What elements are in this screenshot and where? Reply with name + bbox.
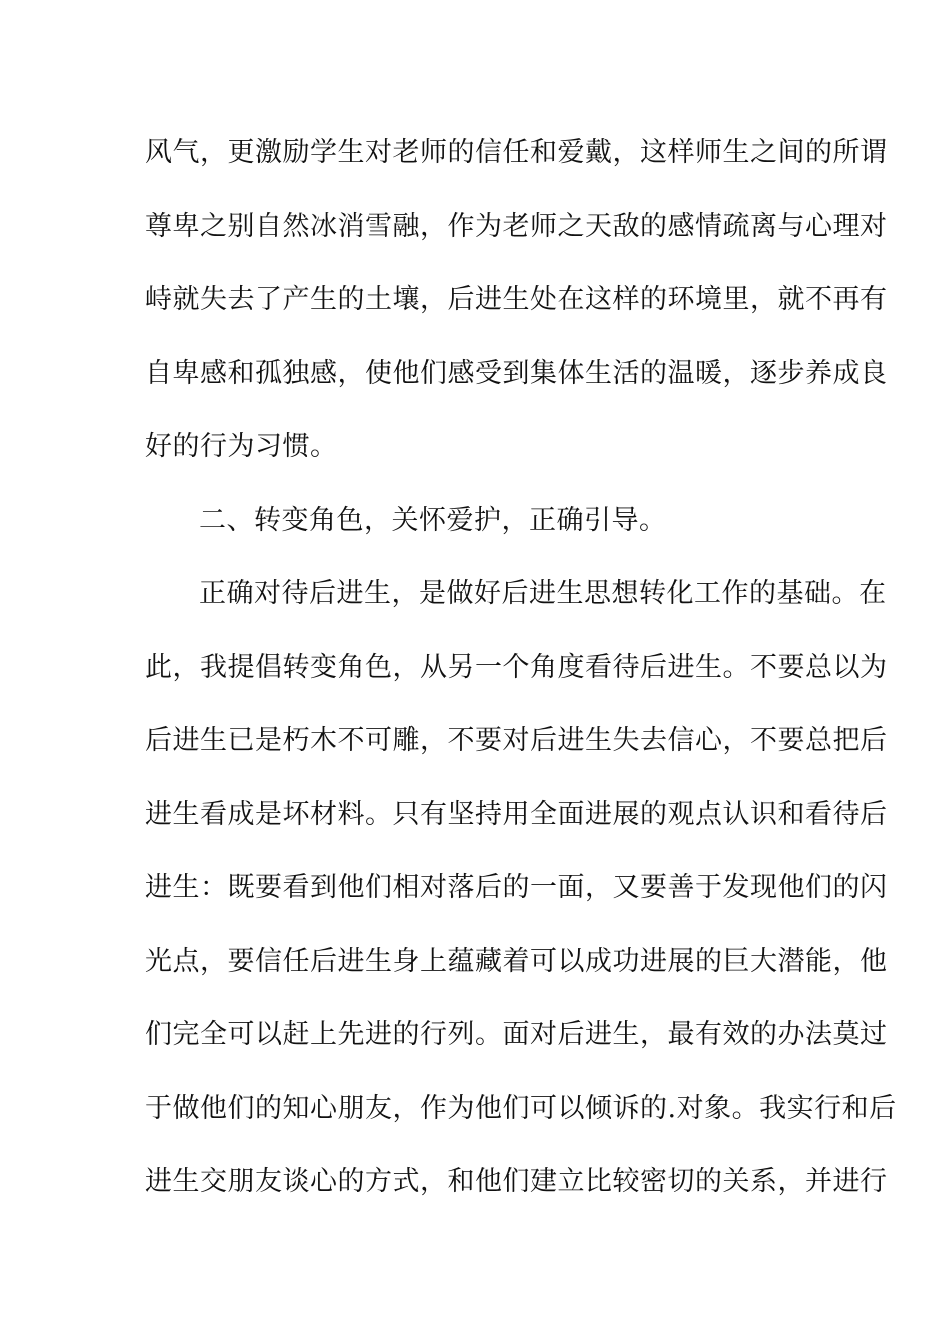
section-heading: 二、转变角色，关怀爱护，正确引导。 (199, 504, 667, 536)
text-line: 进生交朋友谈心的方式，和他们建立比较密切的关系，并进行 (145, 1166, 888, 1197)
text-line: 于做他们的知心朋友，作为他们可以倾诉的.对象。我实行和后 (145, 1092, 897, 1124)
text-line: 进生看成是坏材料。只有坚持用全面进展的观点认识和看待后 (145, 798, 888, 830)
text-line: 后进生已是朽木不可雕，不要对后进生失去信心，不要总把后 (145, 725, 888, 756)
text-line: 风气，更激励学生对老师的信任和爱戴，这样师生之间的所谓 (145, 137, 888, 168)
body-text (145, 128, 897, 1231)
text-line: 尊卑之别自然冰消雪融，作为老师之天敌的感情疏离与心理对 (145, 210, 888, 242)
text-line: 此，我提倡转变角色，从另一个角度看待后进生。不要总以为 (145, 651, 888, 683)
text-line: 们完全可以赶上先进的行列。面对后进生，最有效的办法莫过 (145, 1019, 888, 1050)
text-line: 自卑感和孤独感，使他们感受到集体生活的温暖，逐步养成良 (145, 357, 888, 389)
text-line: 光点，要信任后进生身上蕴藏着可以成功进展的巨大潜能，他 (145, 945, 888, 977)
text-line: 峙就失去了产生的土壤，后进生处在这样的环境里，就不再有 (145, 284, 888, 315)
text-line: 正确对待后进生，是做好后进生思想转化工作的基础。在 (199, 578, 887, 609)
text-line: 进生：既要看到他们相对落后的一面，又要善于发现他们的闪 (145, 872, 888, 903)
text-line: 好的行为习惯。 (145, 431, 338, 462)
